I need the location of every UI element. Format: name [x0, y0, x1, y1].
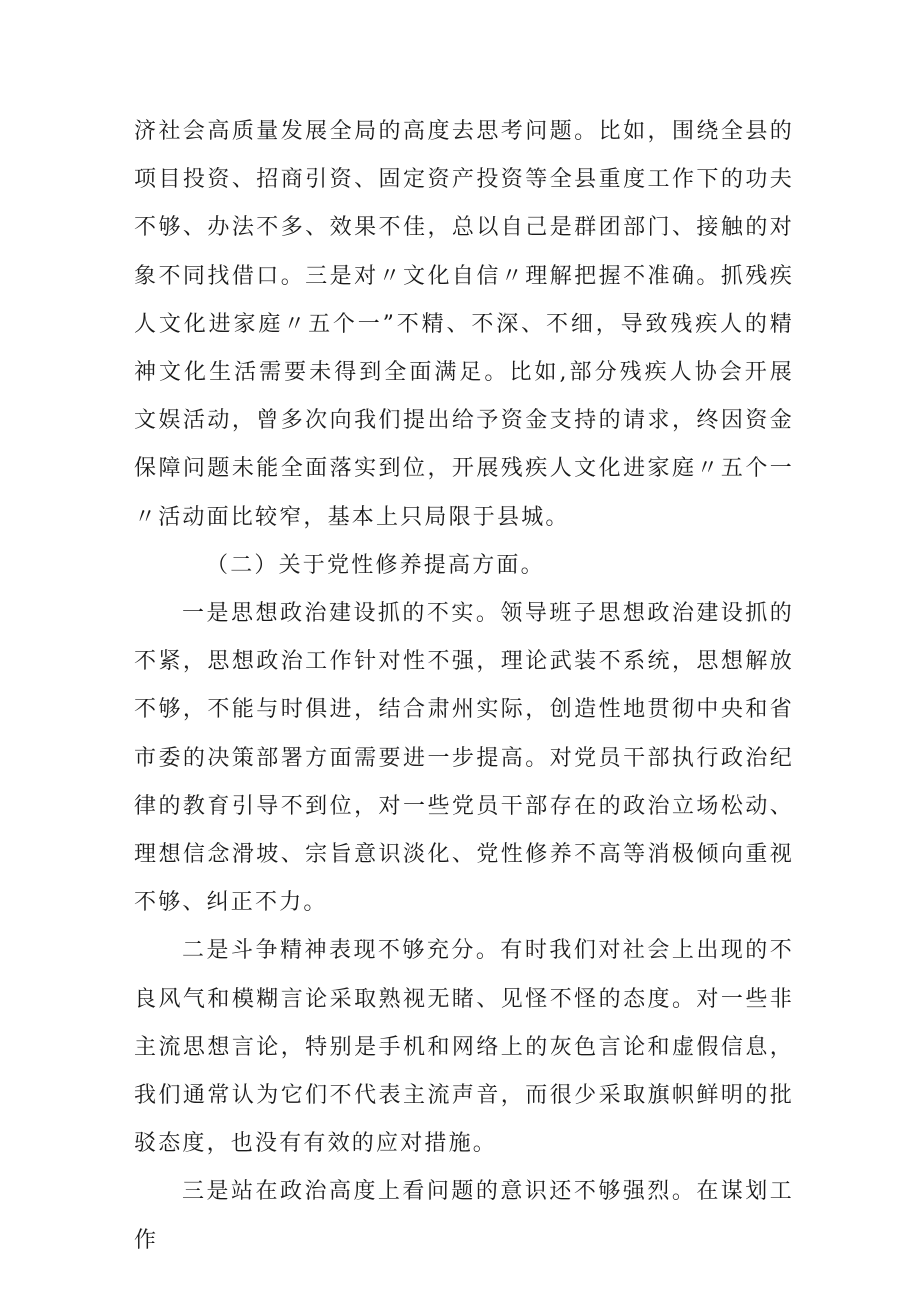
- paragraph-point-two: 二是斗争精神表现不够充分。有时我们对社会上出现的不良风气和模糊言论采取熟视无睹、见怪不怪的态度。对一些非主流思想言论，特别是手机和网络上的灰色言论和虚假信息，我们通常认为它们不代表主流声音，而很少采取旗帜鲜明的批驳态度，也没有有效的应对措施。: [134, 938, 794, 1157]
- document-body: [134, 108, 794, 1265]
- section-heading: （二）关于党性修养提高方面。: [206, 552, 545, 578]
- paragraph-point-one: 一是思想政治建设抓的不实。领导班子思想政治建设抓的不紧，思想政治工作针对性不强，理论武装不系统，思想解放不够，不能与时俱进，结合肃州实际，创造性地贯彻中央和省市委的决策部署方面需要进一步提高。对党员干部执行政治纪律的教育引导不到位，对一些党员干部存在的政治立场松动、理想信念滑坡、宗旨意识淡化、党性修养不高等消极倾向重视不够、纠正不力。: [134, 601, 794, 916]
- paragraph-point-three: 三是站在政治高度上看问题的意识还不够强烈。在谋划工作: [134, 1179, 794, 1253]
- paragraph-continuation: 济社会高质量发展全局的高度去思考问题。比如，围绕全县的项目投资、招商引资、固定资产投资等全县重度工作下的功夫不够、办法不多、效果不佳，总以自己是群团部门、接触的对象不同找借口。三是对〃文化自信〃理解把握不准确。抓残疾人文化进家庭〃五个一”不精、不深、不细，导致残疾人的精神文化生活需要未得到全面满足。比如,部分残疾人协会开展文娱活动，曾多次向我们提出给予资金支持的请求，终因资金保障问题未能全面落实到位，开展残疾人文化进家庭〃五个一〃活动面比较窄，基本上只局限于县城。: [134, 119, 794, 530]
